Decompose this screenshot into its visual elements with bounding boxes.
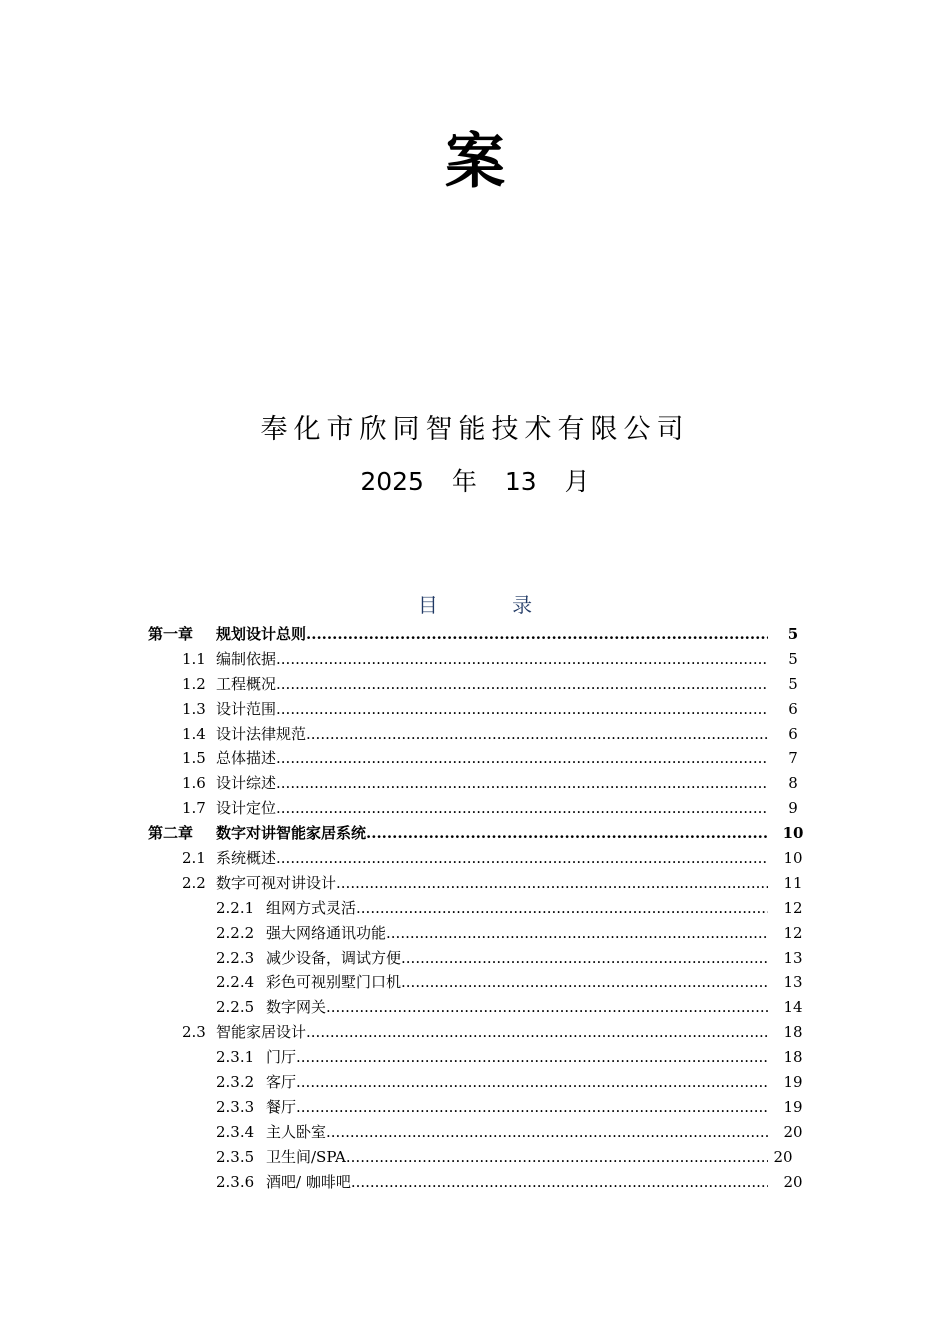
toc-entry[interactable] [148, 995, 808, 1020]
toc-entry-label [216, 746, 768, 771]
toc-entry-label-text: 数字网关 [266, 998, 327, 1017]
toc-entry-number: 1.4 [182, 724, 206, 743]
toc-entry-number: 2.2 [182, 873, 206, 892]
toc-entry-number: 1.3 [182, 699, 206, 718]
toc-entry-page: 18 [783, 1048, 803, 1067]
toc-entry[interactable] [148, 846, 808, 871]
toc-entry[interactable] [148, 771, 808, 796]
toc-entry-number: 2.1 [182, 849, 206, 868]
toc-entry-number: 2.3.1 [216, 1048, 255, 1067]
toc-entry[interactable] [148, 647, 808, 672]
toc-entry-page: 5 [788, 674, 798, 693]
toc-entry-label [266, 921, 768, 946]
toc-entry-number: 2.2.1 [216, 898, 255, 917]
toc-entry-label-text: 主人卧室 [266, 1122, 327, 1141]
toc-entry-label [216, 871, 768, 896]
toc-entry-label-text: 编制依据 [216, 649, 277, 668]
toc-entry-page: 6 [788, 724, 798, 743]
toc-entry[interactable] [148, 1020, 808, 1045]
toc-entry-number: 第一章 [148, 625, 194, 643]
toc-entry-label-text: 规划设计总则 [216, 625, 307, 643]
date-month: 13 [504, 467, 537, 496]
toc-entry-label [216, 821, 768, 846]
toc-entry-page: 20 [783, 1172, 803, 1191]
toc-entry-number: 1.6 [182, 774, 206, 793]
toc-entry-label-text: 组网方式灵活 [266, 898, 357, 917]
toc-entry-label-text: 总体描述 [216, 749, 277, 768]
toc-entry-page: 8 [788, 774, 798, 793]
toc-entry[interactable] [148, 1120, 808, 1145]
toc-entry-number: 1.1 [182, 649, 206, 668]
toc-entry-number: 2.3.2 [216, 1073, 255, 1092]
toc-entry-page: 19 [783, 1097, 803, 1116]
toc-entry-label-text: 彩色可视别墅门口机 [266, 973, 402, 992]
toc-entry-number: 2.3.5 [216, 1147, 255, 1166]
toc-entry-page: 12 [783, 898, 803, 917]
toc-entry-label [266, 1170, 768, 1195]
table-of-contents [148, 622, 808, 1194]
toc-entry-number: 2.2.3 [216, 948, 255, 967]
date-year-unit: 年 [451, 467, 477, 496]
toc-entry-page: 20 [773, 1147, 793, 1166]
toc-entry-label-text: 数字可视对讲设计 [216, 873, 337, 892]
toc-entry-label-text: 酒吧/ 咖啡吧 [266, 1172, 351, 1191]
toc-entry-label [216, 846, 768, 871]
toc-entry-label-text: 卫生间/SPA [266, 1147, 346, 1166]
toc-entry-page: 14 [783, 998, 803, 1017]
toc-entry[interactable] [148, 1145, 808, 1170]
toc-entry-label-text: 设计综述 [216, 774, 277, 793]
toc-entry-label-text: 减少设备，调试方便 [266, 948, 402, 967]
toc-entry-label-text: 设计法律规范 [216, 724, 307, 743]
toc-entry-label [216, 672, 768, 697]
toc-heading-left: 目 [417, 593, 438, 617]
toc-entry-number: 2.3.3 [216, 1097, 255, 1116]
toc-entry-page: 10 [783, 849, 803, 868]
toc-entry-page: 10 [782, 824, 804, 843]
toc-entry-page: 18 [783, 1023, 803, 1042]
toc-entry[interactable] [148, 970, 808, 995]
toc-heading-right: 录 [512, 593, 533, 617]
toc-entry-number: 1.5 [182, 749, 206, 768]
date-month-unit: 月 [564, 467, 590, 496]
toc-entry-number: 2.2.5 [216, 998, 255, 1017]
toc-entry-page: 11 [783, 873, 803, 892]
toc-entry-label [216, 771, 768, 796]
toc-entry-label [266, 1120, 768, 1145]
toc-entry-number: 第二章 [148, 824, 194, 843]
toc-entry[interactable] [148, 946, 808, 971]
date-line [0, 462, 950, 502]
toc-entry-number: 2.3.6 [216, 1172, 255, 1191]
title-fragment: 案 [445, 127, 505, 197]
toc-entry-label-text: 智能家居设计 [216, 1023, 307, 1042]
toc-heading [0, 590, 950, 620]
toc-entry-label-text: 系统概述 [216, 849, 277, 868]
toc-entry[interactable] [148, 1070, 808, 1095]
toc-entry-page: 9 [788, 799, 798, 818]
toc-entry-label [216, 647, 768, 672]
toc-entry-label [216, 722, 768, 747]
toc-entry-label-text: 客厅 [266, 1073, 297, 1092]
toc-entry[interactable] [148, 896, 808, 921]
toc-entry[interactable] [148, 1170, 808, 1195]
toc-entry-page: 6 [788, 699, 798, 718]
toc-entry-label-text: 强大网络通讯功能 [266, 923, 387, 942]
toc-entry-number: 2.3 [182, 1023, 206, 1042]
toc-entry-number: 1.7 [182, 799, 206, 818]
toc-entry-page: 5 [787, 625, 799, 643]
toc-entry-label [266, 946, 768, 971]
toc-entry-page: 13 [783, 973, 803, 992]
toc-entry-page: 13 [783, 948, 803, 967]
toc-entry[interactable] [148, 622, 808, 647]
toc-entry-label-text: 门厅 [266, 1048, 297, 1067]
toc-entry-number: 2.2.2 [216, 923, 255, 942]
toc-entry-label-text: 数字对讲智能家居系统 [216, 824, 367, 843]
company-name: 奉化市欣同智能技术有限公司 [260, 414, 690, 445]
toc-entry[interactable] [148, 796, 808, 821]
toc-entry[interactable] [148, 697, 808, 722]
toc-entry[interactable] [148, 1095, 808, 1120]
toc-entry-label [266, 970, 768, 995]
toc-entry-label-text: 工程概况 [216, 674, 277, 693]
toc-entry[interactable] [148, 871, 808, 896]
toc-entry-label-text: 餐厅 [266, 1097, 297, 1116]
toc-entry-label-text: 设计范围 [216, 699, 277, 718]
toc-entry-label [216, 697, 768, 722]
toc-entry-page: 5 [788, 649, 798, 668]
toc-entry-label [266, 1045, 768, 1070]
toc-entry-number: 2.2.4 [216, 973, 255, 992]
date-year: 2025 [360, 467, 424, 496]
toc-entry-label [216, 796, 768, 821]
toc-entry-label [266, 896, 768, 921]
toc-entry-label [266, 1070, 768, 1095]
toc-entry[interactable] [148, 672, 808, 697]
toc-entry[interactable] [148, 746, 808, 771]
toc-entry-page: 19 [783, 1073, 803, 1092]
toc-entry-label [216, 1020, 768, 1045]
toc-entry[interactable] [148, 821, 808, 846]
toc-entry-label [266, 1145, 768, 1170]
toc-entry[interactable] [148, 1045, 808, 1070]
toc-entry[interactable] [148, 921, 808, 946]
toc-entry-page: 7 [788, 749, 798, 768]
toc-entry[interactable] [148, 722, 808, 747]
toc-entry-label-text: 设计定位 [216, 799, 277, 818]
toc-entry-label [266, 1095, 768, 1120]
toc-entry-label [266, 995, 768, 1020]
toc-entry-number: 2.3.4 [216, 1122, 255, 1141]
toc-entry-label [216, 622, 768, 647]
toc-entry-page: 20 [783, 1122, 803, 1141]
toc-entry-page: 12 [783, 923, 803, 942]
toc-entry-number: 1.2 [182, 674, 206, 693]
